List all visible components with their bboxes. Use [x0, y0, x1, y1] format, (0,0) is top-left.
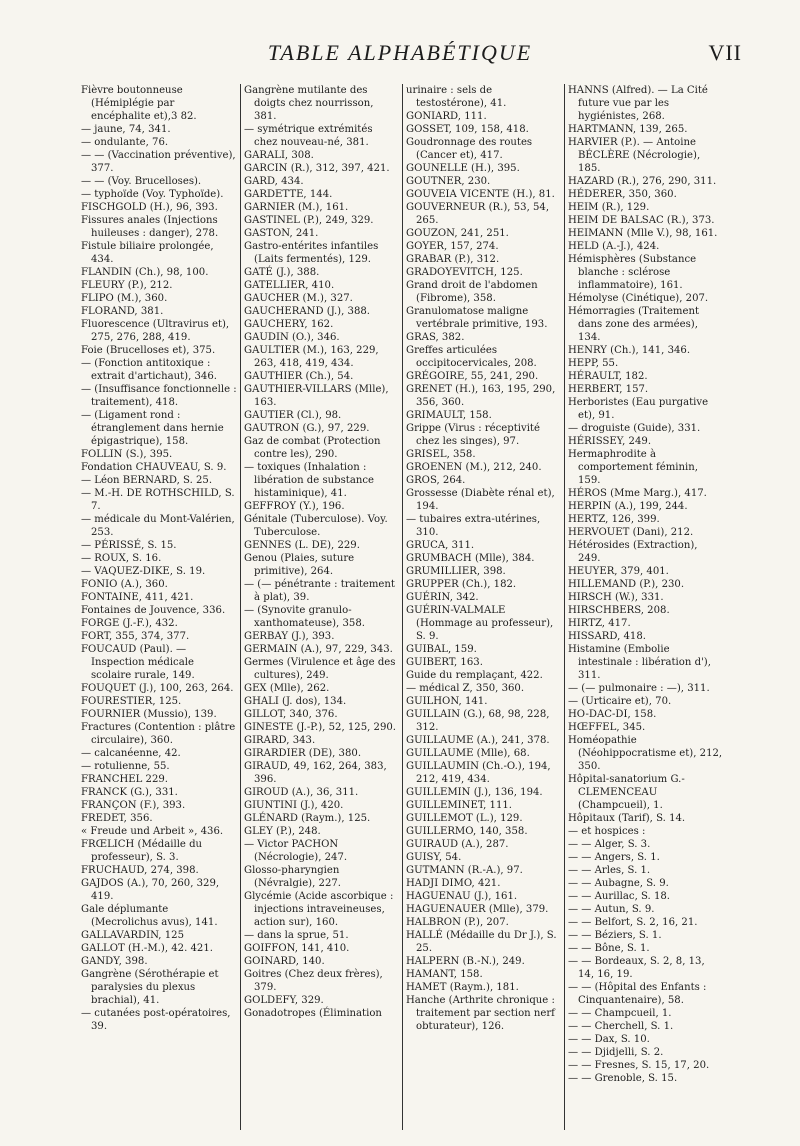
- index-entry: GROS, 264.: [406, 475, 466, 486]
- index-entry: HERVOUET (Dani), 212.: [568, 527, 694, 538]
- index-entry: — — (Voy. Brucelloses).: [81, 176, 202, 187]
- index-entry: GOUNELLE (H.), 395.: [406, 163, 520, 174]
- index-entry: Glycémie (Acide ascorbique : injections intraveineuses, action sur), 160.: [244, 891, 394, 928]
- index-entry: GUILLAUME (A.), 241, 378.: [406, 735, 550, 746]
- index-entry: Fondation CHAUVEAU, S. 9.: [81, 462, 227, 473]
- index-entry: GERMAIN (A.), 97, 229, 343.: [244, 644, 393, 655]
- index-entry: Fissures anales (Injections huileuses : danger), 278.: [81, 215, 219, 239]
- index-entry: GIUNTINI (J.), 420.: [244, 800, 344, 811]
- index-entry: HIRSCH (W.), 331.: [568, 592, 664, 603]
- index-entry: GOLDEFY, 329.: [244, 995, 324, 1006]
- index-entry: — symétrique extrémités chez nouveau-né, 381.: [244, 124, 373, 148]
- index-entry: Gonadotropes (Élimination: [244, 1008, 382, 1019]
- index-entry: HÉRAULT, 182.: [568, 371, 648, 382]
- index-entry: GAULTIER (M.), 163, 229, 263, 418, 419, 434.: [244, 345, 379, 369]
- index-entry: Grippe (Virus : réceptivité chez les singes), 97.: [406, 423, 540, 447]
- index-entry: Gangrène (Sérothérapie et paralysies du plexus brachial), 41.: [81, 969, 219, 1006]
- index-entry: GAJDOS (A.), 70, 260, 329, 419.: [81, 878, 220, 902]
- index-entry: HEIMANN (Mlle V.), 98, 161.: [568, 228, 718, 239]
- index-entry: — (Fonction antitoxique : extrait d'artichaut), 346.: [81, 358, 217, 382]
- index-entry: GUILHON, 141.: [406, 696, 488, 707]
- index-entry: — Victor PACHON (Nécrologie), 247.: [244, 839, 348, 863]
- index-entry: FOLLIN (S.), 395.: [81, 449, 173, 460]
- index-entry: HELD (A.-J.), 424.: [568, 241, 660, 252]
- index-entry: GRABAR (P.), 312.: [406, 254, 500, 265]
- index-entry: — VAQUEZ-DIKE, S. 19.: [81, 566, 206, 577]
- index-entry: GOSSET, 109, 158, 418.: [406, 124, 529, 135]
- index-entry: — — Bône, S. 1.: [568, 943, 650, 954]
- index-entry: GRUPPER (Ch.), 182.: [406, 579, 517, 590]
- index-entry: — — (Hôpital des Enfants : Cinquantenaire), 58.: [568, 982, 707, 1006]
- index-entry: — ondulante, 76.: [81, 137, 169, 148]
- index-entry: GARDETTE, 144.: [244, 189, 333, 200]
- index-entry: — — Grenoble, S. 15.: [568, 1073, 678, 1084]
- index-entry: HERBERT, 157.: [568, 384, 649, 395]
- index-entry: HALLÉ (Médaille du Dr J.), S. 25.: [406, 930, 557, 954]
- page-number: VII: [708, 40, 742, 65]
- index-entry: — droguiste (Guide), 331.: [568, 423, 701, 434]
- index-entry: GAUTHIER (Ch.), 54.: [244, 371, 354, 382]
- index-entry: Hôpital-sanatorium G.-CLEMENCEAU (Champcueil), 1.: [568, 774, 685, 811]
- index-entry: GUILLEMOT (L.), 129.: [406, 813, 523, 824]
- index-entry: GRAS, 382.: [406, 332, 465, 343]
- index-entry: — — Béziers, S. 1.: [568, 930, 662, 941]
- index-entry: GHALI (J. dos), 134.: [244, 696, 347, 707]
- index-entry: GROENEN (M.), 212, 240.: [406, 462, 542, 473]
- index-entry: Germes (Virulence et âge des cultures), 249.: [244, 657, 396, 681]
- index-entry: FOUQUET (J.), 100, 263, 264.: [81, 683, 234, 694]
- index-entry: GALLAVARDIN, 125: [81, 930, 184, 941]
- index-entry: Genou (Plaies, suture primitive), 264.: [244, 553, 355, 577]
- index-entry: GALLOT (H.-M.), 42. 421.: [81, 943, 213, 954]
- index-entry: GOUZON, 241, 251.: [406, 228, 509, 239]
- index-entry: FISCHGOLD (H.), 96, 393.: [81, 202, 218, 213]
- index-entry: HAMANT, 158.: [406, 969, 483, 980]
- index-entry: HAGUENAUER (Mlle), 379.: [406, 904, 549, 915]
- index-entry: GRENET (H.), 163, 195, 290, 356, 360.: [406, 384, 556, 408]
- index-entry: FONIO (A.), 360.: [81, 579, 168, 590]
- index-entry: GUISY, 54.: [406, 852, 462, 863]
- index-entry: GONIARD, 111.: [406, 111, 487, 122]
- index-entry: GEFFROY (Y.), 196.: [244, 501, 345, 512]
- index-entry: HALPERN (B.-N.), 249.: [406, 956, 525, 967]
- index-column-4: [564, 84, 726, 1130]
- index-entry: GARNIER (M.), 161.: [244, 202, 349, 213]
- index-entry: GAUTIER (Cl.), 98.: [244, 410, 342, 421]
- index-entry: HEIM DE BALSAC (R.), 373.: [568, 215, 715, 226]
- index-entry: HEPP, 55.: [568, 358, 619, 369]
- index-entry: HO-DAC-DI, 158.: [568, 709, 657, 720]
- index-entry: HEIM (R.), 129.: [568, 202, 650, 213]
- index-entry: Hémolyse (Cinétique), 207.: [568, 293, 709, 304]
- index-entry: GLEY (P.), 248.: [244, 826, 321, 837]
- index-entry: FOUCAUD (Paul). — Inspection médicale scolaire rurale, 149.: [81, 644, 195, 681]
- index-entry: GLÉNARD (Raym.), 125.: [244, 813, 371, 824]
- index-entry: HIRSCHBERS, 208.: [568, 605, 670, 616]
- index-entry: — rotulienne, 55.: [81, 761, 170, 772]
- index-entry: HANNS (Alfred). — La Cité future vue par les hygiénistes, 268.: [568, 85, 708, 122]
- index-entry: GOUTNER, 230.: [406, 176, 491, 187]
- index-entry: Fièvre boutonneuse (Hémiplégie par encéphalite et),3 82.: [81, 85, 197, 122]
- index-entry: GAUDIN (O.), 346.: [244, 332, 340, 343]
- index-entry: GASTINEL (P.), 249, 329.: [244, 215, 374, 226]
- index-entry: — ROUX, S. 16.: [81, 553, 162, 564]
- index-entry: GUILLERMO, 140, 358.: [406, 826, 528, 837]
- index-entry: — — Autun, S. 9.: [568, 904, 655, 915]
- index-entry: — — Alger, S. 3.: [568, 839, 651, 850]
- index-entry: GUILLAUME (Mlle), 68.: [406, 748, 530, 759]
- index-entry: GIRARDIER (DE), 380.: [244, 748, 362, 759]
- index-entry: FLORAND, 381.: [81, 306, 164, 317]
- index-entry: — M.-H. DE ROTHSCHILD, S. 7.: [81, 488, 235, 512]
- index-entry: — — Aubagne, S. 9.: [568, 878, 669, 889]
- index-entry: Hétérosides (Extraction), 249.: [568, 540, 698, 564]
- index-entry: GUÉRIN, 342.: [406, 592, 479, 603]
- index-entry: HADJI DIMO, 421.: [406, 878, 501, 889]
- index-entry: GOINARD, 140.: [244, 956, 325, 967]
- index-entry: — (— pulmonaire : —), 311.: [568, 683, 710, 694]
- index-entry: Guide du remplaçant, 422.: [406, 670, 543, 681]
- index-entry: GUÉRIN-VALMALE (Hommage au professeur), S. 9.: [406, 605, 554, 642]
- index-entry: FREDET, 356.: [81, 813, 153, 824]
- index-entry: Hermaphrodite à comportement féminin, 159.: [568, 449, 698, 486]
- index-entry: — — (Vaccination préventive), 377.: [81, 150, 236, 174]
- index-entry: Greffes articulées occipitocervicales, 208.: [406, 345, 537, 369]
- index-entry: Fontaines de Jouvence, 336.: [81, 605, 226, 616]
- index-entry: FLEURY (P.), 212.: [81, 280, 173, 291]
- index-entry: HÉDERER, 350, 360.: [568, 189, 677, 200]
- index-entry: FLIPO (M.), 360.: [81, 293, 168, 304]
- index-entry: GRADOYEVITCH, 125.: [406, 267, 523, 278]
- index-entry: urinaire : sels de testostérone), 41.: [406, 85, 507, 109]
- index-entry: FRANCHEL 229.: [81, 774, 169, 785]
- index-entry: FLANDIN (Ch.), 98, 100.: [81, 267, 209, 278]
- index-entry: Grand droit de l'abdomen (Fibrome), 358.: [406, 280, 538, 304]
- index-entry: GRUMBACH (Mlle), 384.: [406, 553, 535, 564]
- index-entry: Glosso-pharyngien (Névralgie), 227.: [244, 865, 342, 889]
- index-entry: Gastro-entérites infantiles (Laits fermentés), 129.: [244, 241, 379, 265]
- index-entry: Fistule biliaire prolongée, 434.: [81, 241, 214, 265]
- index-entry: Foie (Brucelloses et), 375.: [81, 345, 216, 356]
- index-entry: GIRAUD, 49, 162, 264, 383, 396.: [244, 761, 387, 785]
- index-entry: — tubaires extra-utérines, 310.: [406, 514, 541, 538]
- index-entry: GAUTRON (G.), 97, 229.: [244, 423, 370, 434]
- index-entry: GAUCHERY, 162.: [244, 319, 334, 330]
- index-entry: GUIBERT, 163.: [406, 657, 483, 668]
- running-title: TABLE ALPHABÉTIQUE: [267, 40, 533, 65]
- index-entry: HERTZ, 126, 399.: [568, 514, 660, 525]
- index-entry: GRÉGOIRE, 55, 241, 290.: [406, 371, 539, 382]
- index-entry: — — Fresnes, S. 15, 17, 20.: [568, 1060, 710, 1071]
- index-columns: [78, 84, 726, 1130]
- index-entry: FONTAINE, 411, 421.: [81, 592, 194, 603]
- index-entry: HILLEMAND (P.), 230.: [568, 579, 685, 590]
- index-entry: Granulomatose maligne vertébrale primitive, 193.: [406, 306, 548, 330]
- index-entry: Hémorragies (Traitement dans zone des armées), 134.: [568, 306, 700, 343]
- index-entry: FRUCHAUD, 274, 398.: [81, 865, 199, 876]
- index-entry: GASTON, 241.: [244, 228, 319, 239]
- index-entry: GOUVEIA VICENTE (H.), 81.: [406, 189, 555, 200]
- index-entry: FOURNIER (Mussio), 139.: [81, 709, 217, 720]
- index-entry: — jaune, 74, 341.: [81, 124, 171, 135]
- index-column-3: [402, 84, 564, 1130]
- index-entry: Histamine (Embolie intestinale : libération d'), 311.: [568, 644, 711, 681]
- index-entry: Goitres (Chez deux frères), 379.: [244, 969, 383, 993]
- index-entry: GUIRAUD (A.), 287.: [406, 839, 509, 850]
- index-entry: GIRARD, 343.: [244, 735, 316, 746]
- index-entry: — médicale du Mont-Valérien, 253.: [81, 514, 235, 538]
- index-entry: GUIBAL, 159.: [406, 644, 477, 655]
- index-entry: HEUYER, 379, 401.: [568, 566, 669, 577]
- index-entry: FOURESTIER, 125.: [81, 696, 182, 707]
- index-entry: Fractures (Contention : plâtre circulaire), 360.: [81, 722, 236, 746]
- index-entry: — dans la sprue, 51.: [244, 930, 349, 941]
- index-entry: Hémisphères (Substance blanche : sclérose inflammatoire), 161.: [568, 254, 697, 291]
- index-entry: Hanche (Arthrite chronique : traitement par section nerf obturateur), 126.: [406, 995, 555, 1032]
- index-entry: GEX (Mlle), 262.: [244, 683, 330, 694]
- index-entry: — (— pénétrante : traitement à plat), 39.: [244, 579, 395, 603]
- index-entry: GILLOT, 340, 376.: [244, 709, 338, 720]
- index-entry: — — Champcueil, 1.: [568, 1008, 672, 1019]
- index-entry: Gaz de combat (Protection contre les), 290.: [244, 436, 381, 460]
- index-entry: — cutanées post-opératoires, 39.: [81, 1008, 231, 1032]
- index-entry: Grossesse (Diabète rénal et), 194.: [406, 488, 555, 512]
- index-entry: HAZARD (R.), 276, 290, 311.: [568, 176, 717, 187]
- index-entry: Goudronnage des routes (Cancer et), 417.: [406, 137, 533, 161]
- index-entry: GOUVERNEUR (R.), 53, 54, 265.: [406, 202, 550, 226]
- index-entry: — — Aurillac, S. 18.: [568, 891, 671, 902]
- index-column-1: [78, 84, 240, 1130]
- index-entry: GARD, 434.: [244, 176, 304, 187]
- index-entry: FRANÇON (F.), 393.: [81, 800, 186, 811]
- index-entry: HAGUENAU (J.), 161.: [406, 891, 518, 902]
- index-entry: — (Urticaire et), 70.: [568, 696, 672, 707]
- index-entry: HÉRISSEY, 249.: [568, 436, 652, 447]
- index-entry: GUILLEMIN (J.), 136, 194.: [406, 787, 543, 798]
- index-entry: HENRY (Ch.), 141, 346.: [568, 345, 691, 356]
- index-entry: GRISEL, 358.: [406, 449, 476, 460]
- index-entry: GAUTHIER-VILLARS (Mlle), 163.: [244, 384, 389, 408]
- index-entry: Génitale (Tuberculose). Voy. Tuberculose.: [244, 514, 388, 538]
- index-entry: — et hospices :: [568, 826, 646, 837]
- index-entry: GARCIN (R.), 312, 397, 421.: [244, 163, 390, 174]
- page-header: [0, 40, 800, 74]
- index-entry: GOYER, 157, 274.: [406, 241, 499, 252]
- index-entry: HAMET (Raym.), 181.: [406, 982, 519, 993]
- index-entry: — (Insuffisance fonctionnelle : traitement), 418.: [81, 384, 237, 408]
- index-entry: FRŒLICH (Médaille du professeur), S. 3.: [81, 839, 203, 863]
- index-entry: Homéopathie (Néohippocratisme et), 212, 350.: [568, 735, 723, 772]
- index-entry: FRANCK (G.), 331.: [81, 787, 178, 798]
- index-entry: — médical Z, 350, 360.: [406, 683, 525, 694]
- index-entry: — — Bordeaux, S. 2, 8, 13, 14, 16, 19.: [568, 956, 705, 980]
- index-entry: GIROUD (A.), 36, 311.: [244, 787, 359, 798]
- index-entry: — typhoïde (Voy. Typhoïde).: [81, 189, 224, 200]
- index-entry: — toxiques (Inhalation : libération de substance histaminique), 41.: [244, 462, 374, 499]
- index-entry: — — Arles, S. 1.: [568, 865, 651, 876]
- index-entry: GATÉ (J.), 388.: [244, 267, 320, 278]
- index-entry: « Freude und Arbeit », 436.: [81, 826, 224, 837]
- index-entry: GARALI, 308.: [244, 150, 314, 161]
- index-entry: Hôpitaux (Tarif), S. 14.: [568, 813, 686, 824]
- index-entry: GINESTE (J.-P.), 52, 125, 290.: [244, 722, 397, 733]
- index-entry: HIRTZ, 417.: [568, 618, 631, 629]
- index-entry: — — Dax, S. 10.: [568, 1034, 650, 1045]
- index-entry: GENNES (L. DE), 229.: [244, 540, 360, 551]
- index-entry: GATELLIER, 410.: [244, 280, 335, 291]
- index-entry: HARVIER (P.). — Antoine BÉCLÈRE (Nécrologie), 185.: [568, 137, 701, 174]
- index-entry: — Léon BERNARD, S. 25.: [81, 475, 213, 486]
- index-entry: GOIFFON, 141, 410.: [244, 943, 350, 954]
- index-entry: GUTMANN (R.-A.), 97.: [406, 865, 523, 876]
- index-entry: — PÉRISSÉ, S. 15.: [81, 540, 177, 551]
- index-entry: FORT, 355, 374, 377.: [81, 631, 190, 642]
- index-entry: HÉROS (Mme Marg.), 417.: [568, 488, 707, 499]
- index-entry: GUILLAIN (G.), 68, 98, 228, 312.: [406, 709, 550, 733]
- index-entry: — — Djidjelli, S. 2.: [568, 1047, 664, 1058]
- index-entry: HERPIN (A.), 199, 244.: [568, 501, 688, 512]
- index-column-2: [240, 84, 402, 1130]
- index-entry: GAUCHERAND (J.), 388.: [244, 306, 371, 317]
- index-entry: HARTMANN, 139, 265.: [568, 124, 688, 135]
- index-entry: — calcanéenne, 42.: [81, 748, 181, 759]
- index-entry: Herboristes (Eau purgative et), 91.: [568, 397, 709, 421]
- index-entry: HISSARD, 418.: [568, 631, 646, 642]
- index-entry: HŒFFEL, 345.: [568, 722, 646, 733]
- index-entry: GUILLAUMIN (Ch.-O.), 194, 212, 419, 434.: [406, 761, 551, 785]
- index-entry: GERBAY (J.), 393.: [244, 631, 335, 642]
- index-entry: — — Cherchell, S. 1.: [568, 1021, 674, 1032]
- index-entry: GAUCHER (M.), 327.: [244, 293, 353, 304]
- index-entry: GUILLEMINET, 111.: [406, 800, 512, 811]
- index-entry: FORGE (J.-F.), 432.: [81, 618, 178, 629]
- index-entry: Gale déplumante (Mecrolichus avus), 141.: [81, 904, 218, 928]
- index-entry: GANDY, 398.: [81, 956, 148, 967]
- index-entry: GRUCA, 311.: [406, 540, 475, 551]
- index-entry: GRUMILLIER, 398.: [406, 566, 506, 577]
- index-entry: — — Angers, S. 1.: [568, 852, 660, 863]
- index-entry: — — Belfort, S. 2, 16, 21.: [568, 917, 698, 928]
- index-entry: — (Synovite granulo-xanthomateuse), 358.: [244, 605, 365, 629]
- index-entry: — (Ligament rond : étranglement dans hernie épigastrique), 158.: [81, 410, 224, 447]
- index-entry: Gangrène mutilante des doigts chez nourrisson, 381.: [244, 85, 374, 122]
- index-entry: Fluorescence (Ultravirus et), 275, 276, 288, 419.: [81, 319, 230, 343]
- index-entry: HALBRON (P.), 207.: [406, 917, 509, 928]
- index-entry: GRIMAULT, 158.: [406, 410, 492, 421]
